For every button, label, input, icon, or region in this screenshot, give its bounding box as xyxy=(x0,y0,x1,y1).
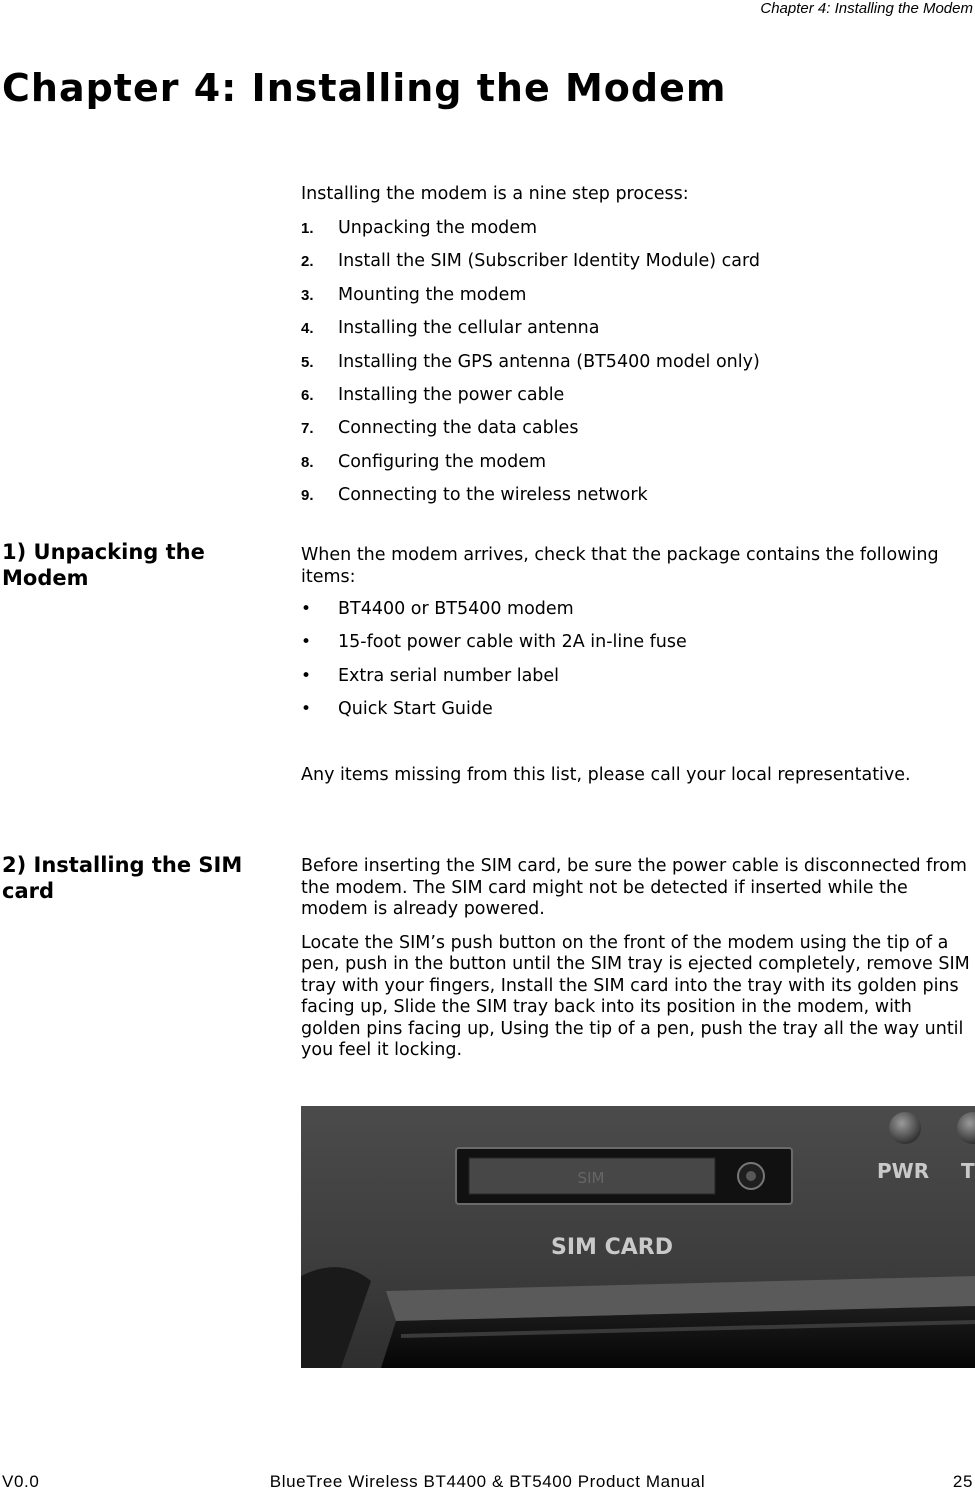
section2-paragraph-2: Locate the SIM’s push button on the front of the modem using the tip of a pen, push in the button until the SIM tray is ejected completely, remove SIM tray with your fingers, Install the SIM card into the tray with its golden pins facing up, Slide the SIM tray back into its position in the modem, with golden pins facing up, Using the tip of a pen, push the tray all the way until you feel it locking. xyxy=(301,932,970,1060)
sim-slot-illustration xyxy=(301,1106,975,1368)
step-number: 2. xyxy=(301,253,314,271)
list-item xyxy=(301,665,973,698)
list-item xyxy=(301,351,973,384)
power-led xyxy=(889,1112,921,1144)
step-text: Unpacking the modem xyxy=(338,218,538,238)
list-item xyxy=(301,250,973,283)
item-text: 15-foot power cable with 2A in-line fuse xyxy=(338,632,687,653)
step-number: 4. xyxy=(301,320,314,338)
section2-paragraph-1: Before inserting the SIM card, be sure the power cable is disconnected from the modem. The SIM card might not be detected if inserted while the modem is already powered. xyxy=(301,856,967,919)
step-number: 1. xyxy=(301,220,314,237)
step-number: 6. xyxy=(301,386,314,404)
step-text: Install the SIM (Subscriber Identity Module) card xyxy=(338,251,761,272)
step-number: 5. xyxy=(301,353,314,371)
step-number: 9. xyxy=(301,487,314,505)
step-text: Installing the GPS antenna (BT5400 model only) xyxy=(338,351,760,372)
footer-manual-title: BlueTree Wireless BT4400 & BT5400 Product Manual xyxy=(269,1472,706,1491)
bullet: • xyxy=(301,632,312,653)
sim-card-label: SIM CARD xyxy=(551,1235,673,1260)
step-text: Configuring the modem xyxy=(338,451,547,472)
list-item xyxy=(301,451,973,484)
section1-heading: 1) Unpacking the Modem xyxy=(2,540,205,590)
footer-version: V0.0 xyxy=(2,1472,40,1491)
bullet: • xyxy=(301,599,312,619)
running-header: Chapter 4: Installing the Modem xyxy=(760,0,973,17)
sim-tray-text: SIM xyxy=(577,1169,605,1187)
sim-eject-pin-hole xyxy=(746,1171,756,1181)
item-text: Extra serial number label xyxy=(338,665,560,686)
item-text: BT4400 or BT5400 modem xyxy=(338,599,574,619)
list-item xyxy=(301,317,973,350)
section2-heading: 2) Installing the SIM card xyxy=(2,853,243,903)
list-item xyxy=(301,384,973,417)
package-items-list xyxy=(301,598,973,732)
intro-section xyxy=(301,183,973,518)
pwr-label: PWR xyxy=(877,1159,930,1183)
section1-lead: When the modem arrives, check that the package contains the following items: xyxy=(301,545,939,587)
step-number: 8. xyxy=(301,453,314,471)
footer-page-number: 25 xyxy=(952,1472,973,1491)
step-text: Connecting the data cables xyxy=(338,418,579,439)
chapter-title: Chapter 4: Installing the Modem xyxy=(2,66,727,110)
step-text: Installing the cellular antenna xyxy=(338,318,600,339)
section1-body xyxy=(301,544,973,732)
intro-lead: Installing the modem is a nine step process: xyxy=(301,184,689,204)
list-item xyxy=(301,698,973,731)
list-item xyxy=(301,417,973,450)
list-item xyxy=(301,631,973,664)
section2-body xyxy=(301,856,973,1074)
step-number: 3. xyxy=(301,286,314,304)
bullet: • xyxy=(301,699,312,720)
steps-list xyxy=(301,217,973,518)
step-text: Connecting to the wireless network xyxy=(338,485,648,506)
list-item xyxy=(301,598,973,631)
list-item xyxy=(301,217,973,250)
step-text: Installing the power cable xyxy=(338,384,565,405)
cut-off-label: T xyxy=(961,1159,975,1183)
step-text: Mounting the modem xyxy=(338,284,527,305)
list-item xyxy=(301,484,973,517)
step-number: 7. xyxy=(301,420,314,438)
item-text: Quick Start Guide xyxy=(338,699,493,720)
list-item xyxy=(301,284,973,317)
bullet: • xyxy=(301,665,312,686)
missing-items-note: Any items missing from this list, please call your local representative. xyxy=(301,765,911,785)
sim-slot-photo xyxy=(301,1106,975,1368)
